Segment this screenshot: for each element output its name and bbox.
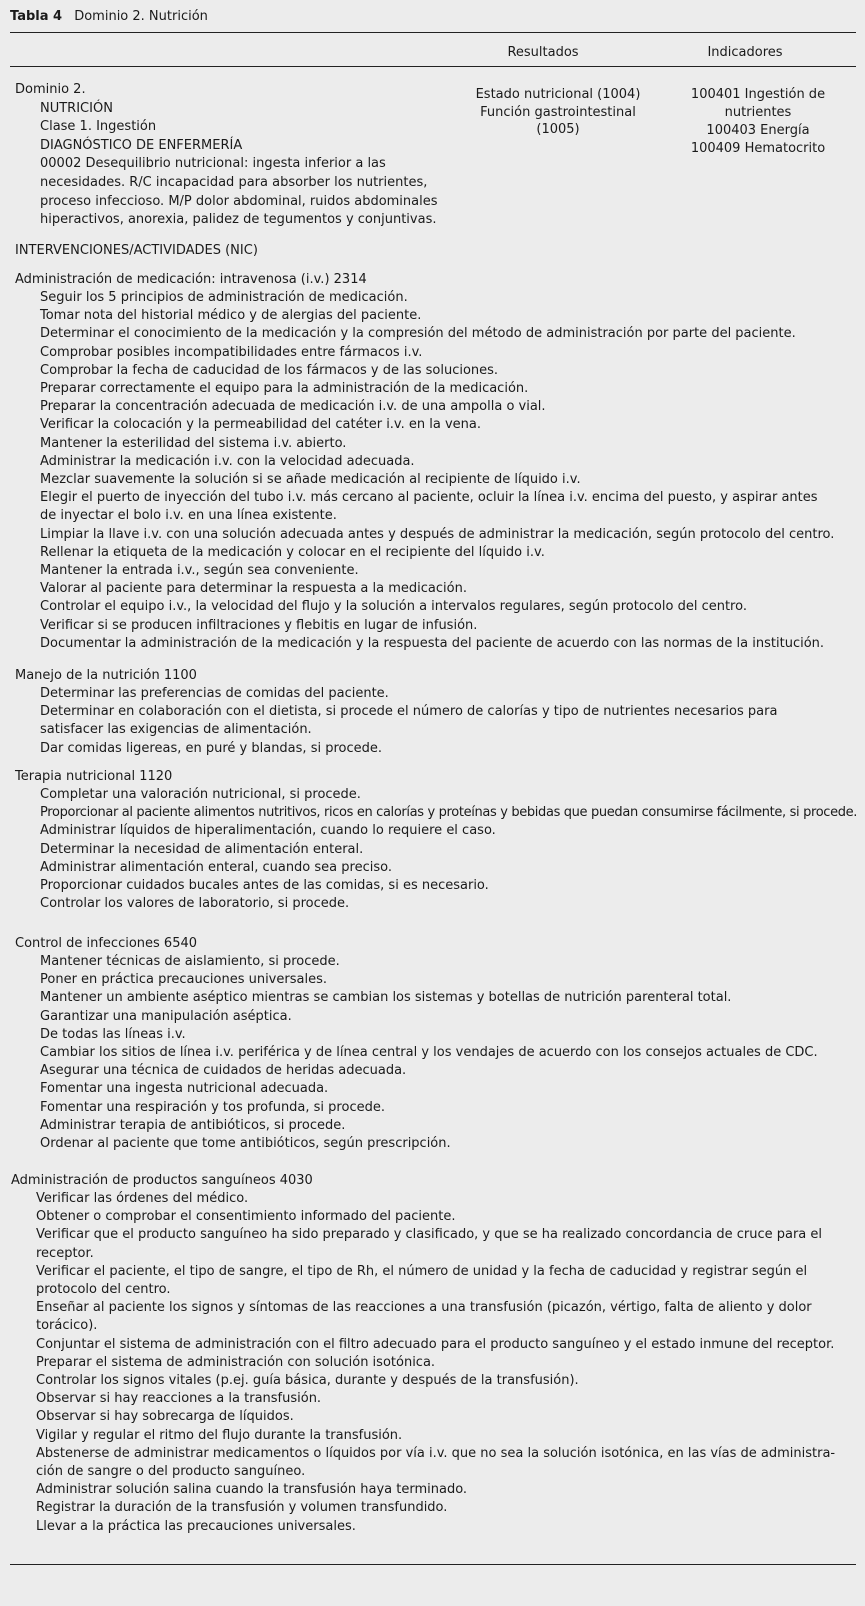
domain-description — [15, 81, 445, 230]
domain-line: proceso infeccioso. M/P dolor abdominal, ruidos abdominales — [40, 193, 438, 209]
list-item: Determinar las preferencias de comidas del paciente. — [40, 686, 389, 701]
section-items-manejo-nutricion — [40, 685, 777, 758]
list-item: Mantener la entrada i.v., según sea conveniente. — [40, 563, 359, 579]
indicador-line: 100401 Ingestión de — [690, 87, 826, 102]
list-item: Verificar las órdenes del médico. — [36, 1191, 249, 1206]
list-item: De todas las líneas i.v. — [40, 1026, 186, 1042]
list-item: Limpiar la llave i.v. con una solución adecuada antes y después de administrar la medicación, según protocolo del centro. — [40, 526, 835, 542]
domain-line: NUTRICIÓN — [40, 100, 113, 116]
list-item: Vigilar y regular el ritmo del flujo durante la transfusión. — [36, 1427, 403, 1443]
header-indicadores: Indicadores — [707, 45, 783, 60]
list-item: Determinar la necesidad de alimentación enteral. — [40, 841, 364, 857]
list-item: Mantener un ambiente aséptico mientras se cambian los sistemas y botellas de nutrición parenteral total. — [40, 990, 732, 1006]
bottom-rule — [10, 1564, 856, 1565]
table-number: Tabla 4 — [10, 9, 63, 24]
list-item: Verificar que el producto sanguíneo ha sido preparado y clasificado, y que se ha realizado concordancia de cruce para el — [36, 1227, 823, 1243]
list-item: de inyectar el bolo i.v. en una línea existente. — [40, 508, 337, 524]
section-items-terapia-nutricional — [40, 786, 857, 913]
list-item: Verificar el paciente, el tipo de sangre, el tipo de Rh, el número de unidad y la fecha de caducidad y registrar según el — [36, 1263, 808, 1279]
domain-line: DIAGNÓSTICO DE ENFERMERÍA — [40, 137, 243, 153]
list-item: Ordenar al paciente que tome antibióticos, según prescripción. — [40, 1136, 451, 1152]
list-item: ción de sangre o del producto sanguíneo. — [36, 1464, 306, 1480]
list-item: Determinar el conocimiento de la medicación y la compresión del método de administración por parte del paciente. — [40, 326, 796, 342]
list-item: Administrar líquidos de hiperalimentación, cuando lo requiere el caso. — [40, 823, 496, 839]
list-item: Obtener o comprobar el consentimiento informado del paciente. — [36, 1209, 456, 1225]
list-item: Mezclar suavemente la solución si se añade medicación al recipiente de líquido i.v. — [40, 472, 581, 488]
list-item: Enseñar al paciente los signos y síntomas de las reacciones a una transfusión (picazón, vértigo, falta de aliento y dolor — [36, 1300, 812, 1316]
list-item: Abstenerse de administrar medicamentos o líquidos por vía i.v. que no sea la solución isotónica, en las vías de administra- — [36, 1445, 836, 1461]
section-title-terapia-nutricional: Terapia nutricional 1120 — [15, 769, 173, 784]
list-item: Fomentar una respiración y tos profunda, si procede. — [40, 1099, 385, 1115]
domain-line: 00002 Desequilibrio nutricional: ingesta inferior a las — [40, 156, 386, 172]
list-item: Administrar alimentación enteral, cuando sea preciso. — [40, 859, 392, 875]
list-item: Verificar si se producen infiltraciones y flebitis en lugar de infusión. — [40, 617, 478, 633]
list-item: Comprobar la fecha de caducidad de los fármacos y de las soluciones. — [40, 362, 499, 378]
list-item: torácico). — [36, 1318, 98, 1334]
list-item: receptor. — [36, 1245, 94, 1261]
list-item: Completar una valoración nutricional, si procede. — [40, 787, 361, 802]
header-resultados: Resultados — [507, 45, 579, 60]
list-item: Observar si hay sobrecarga de líquidos. — [36, 1409, 294, 1425]
list-item: Valorar al paciente para determinar la respuesta a la medicación. — [40, 581, 467, 597]
header-rule — [10, 66, 856, 67]
list-item: Documentar la administración de la medicación y la respuesta del paciente de acuerdo con las normas de la institución. — [40, 635, 825, 651]
indicador-line: 100403 Energía — [706, 123, 810, 138]
list-item: Controlar los signos vitales (p.ej. guía básica, durante y después de la transfusión). — [36, 1373, 579, 1389]
list-item: Elegir el puerto de inyección del tubo i.v. más cercano al paciente, ocluir la línea i.v. encima del puesto, y aspirar antes — [40, 490, 818, 506]
list-item: Poner en práctica precauciones universales. — [40, 972, 327, 988]
list-item: Administrar la medicación i.v. con la velocidad adecuada. — [40, 453, 415, 469]
list-item: Preparar correctamente el equipo para la administración de la medicación. — [40, 381, 529, 397]
list-item: Cambiar los sitios de línea i.v. periférica y de línea central y los vendajes de acuerdo con los consejos actuales de CDC. — [40, 1045, 818, 1061]
list-item: Preparar la concentración adecuada de medicación i.v. de una ampolla o vial. — [40, 399, 546, 415]
list-item: Verificar la colocación y la permeabilidad del catéter i.v. en la vena. — [40, 417, 481, 433]
list-item: Controlar el equipo i.v., la velocidad del flujo y la solución a intervalos regulares, según protocolo del centro. — [40, 599, 747, 615]
list-item: Proporcionar cuidados bucales antes de las comidas, si es necesario. — [40, 878, 489, 894]
resultado-line: (1005) — [536, 122, 580, 137]
indicadores-cell — [668, 86, 848, 158]
list-item: Administrar solución salina cuando la transfusión haya terminado. — [36, 1482, 468, 1498]
list-item: Conjuntar el sistema de administración con el filtro adecuado para el producto sanguíneo y el estado inmune del receptor. — [36, 1336, 835, 1352]
list-item: Observar si hay reacciones a la transfusión. — [36, 1391, 322, 1407]
resultado-line: Estado nutricional (1004) — [475, 87, 641, 102]
section-title-productos-sanguineos: Administración de productos sanguíneos 4030 — [11, 1173, 313, 1188]
section-items-medicacion-iv — [40, 289, 834, 653]
list-item: Dar comidas ligereas, en puré y blandas, si procede. — [40, 740, 382, 756]
table-title: Dominio 2. Nutrición — [74, 9, 208, 24]
list-item: Rellenar la etiqueta de la medicación y colocar en el recipiente del líquido i.v. — [40, 544, 545, 560]
resultado-line: Función gastrointestinal — [480, 104, 636, 120]
list-item: Garantizar una manipulación aséptica. — [40, 1008, 292, 1024]
list-item: Preparar el sistema de administración con solución isotónica. — [36, 1354, 436, 1370]
domain-line: Dominio 2. — [15, 82, 86, 97]
list-item: Llevar a la práctica las precauciones universales. — [36, 1518, 356, 1534]
list-item: Mantener técnicas de aislamiento, si procede. — [40, 954, 340, 969]
list-item: Determinar en colaboración con el dietista, si procede el número de calorías y tipo de nutrientes necesarios para — [40, 704, 778, 720]
top-rule — [10, 32, 856, 33]
list-item: satisfacer las exigencias de alimentación. — [40, 722, 312, 738]
list-item: Asegurar una técnica de cuidados de heridas adecuada. — [40, 1063, 407, 1079]
indicador-line: 100409 Hematocrito — [690, 141, 826, 156]
list-item: Seguir los 5 principios de administración de medicación. — [40, 290, 408, 305]
section-items-productos-sanguineos — [36, 1190, 835, 1536]
list-item: Registrar la duración de la transfusión y volumen transfundido. — [36, 1500, 448, 1516]
list-item: Administrar terapia de antibióticos, si procede. — [40, 1117, 346, 1133]
section-title-control-infecciones: Control de infecciones 6540 — [15, 936, 198, 951]
domain-line: necesidades. R/C incapacidad para absorber los nutrientes, — [40, 174, 428, 190]
list-item: Tomar nota del historial médico y de alergias del paciente. — [40, 308, 422, 324]
list-item: Mantener la esterilidad del sistema i.v. abierto. — [40, 435, 347, 451]
section-title-manejo-nutricion: Manejo de la nutrición 1100 — [15, 668, 197, 683]
table-caption — [10, 8, 208, 26]
list-item: Controlar los valores de laboratorio, si procede. — [40, 896, 350, 912]
domain-line: hiperactivos, anorexia, palidez de tegumentos y conjuntivas. — [40, 212, 437, 228]
interventions-heading: INTERVENCIONES/ACTIVIDADES (NIC) — [15, 243, 258, 258]
section-title-medicacion-iv: Administración de medicación: intravenosa (i.v.) 2314 — [15, 272, 367, 287]
list-item: protocolo del centro. — [36, 1282, 171, 1298]
list-item: Fomentar una ingesta nutricional adecuada. — [40, 1081, 329, 1097]
section-items-control-infecciones — [40, 953, 818, 1153]
resultados-cell — [458, 86, 658, 139]
domain-line: Clase 1. Ingestión — [40, 119, 157, 135]
indicador-line: nutrientes — [724, 105, 792, 120]
list-item: Comprobar posibles incompatibilidades entre fármacos i.v. — [40, 344, 423, 360]
list-item: Proporcionar al paciente alimentos nutritivos, ricos en calorías y proteínas y bebidas que puedan consumirse fácilmente, si procede. — [40, 805, 858, 821]
